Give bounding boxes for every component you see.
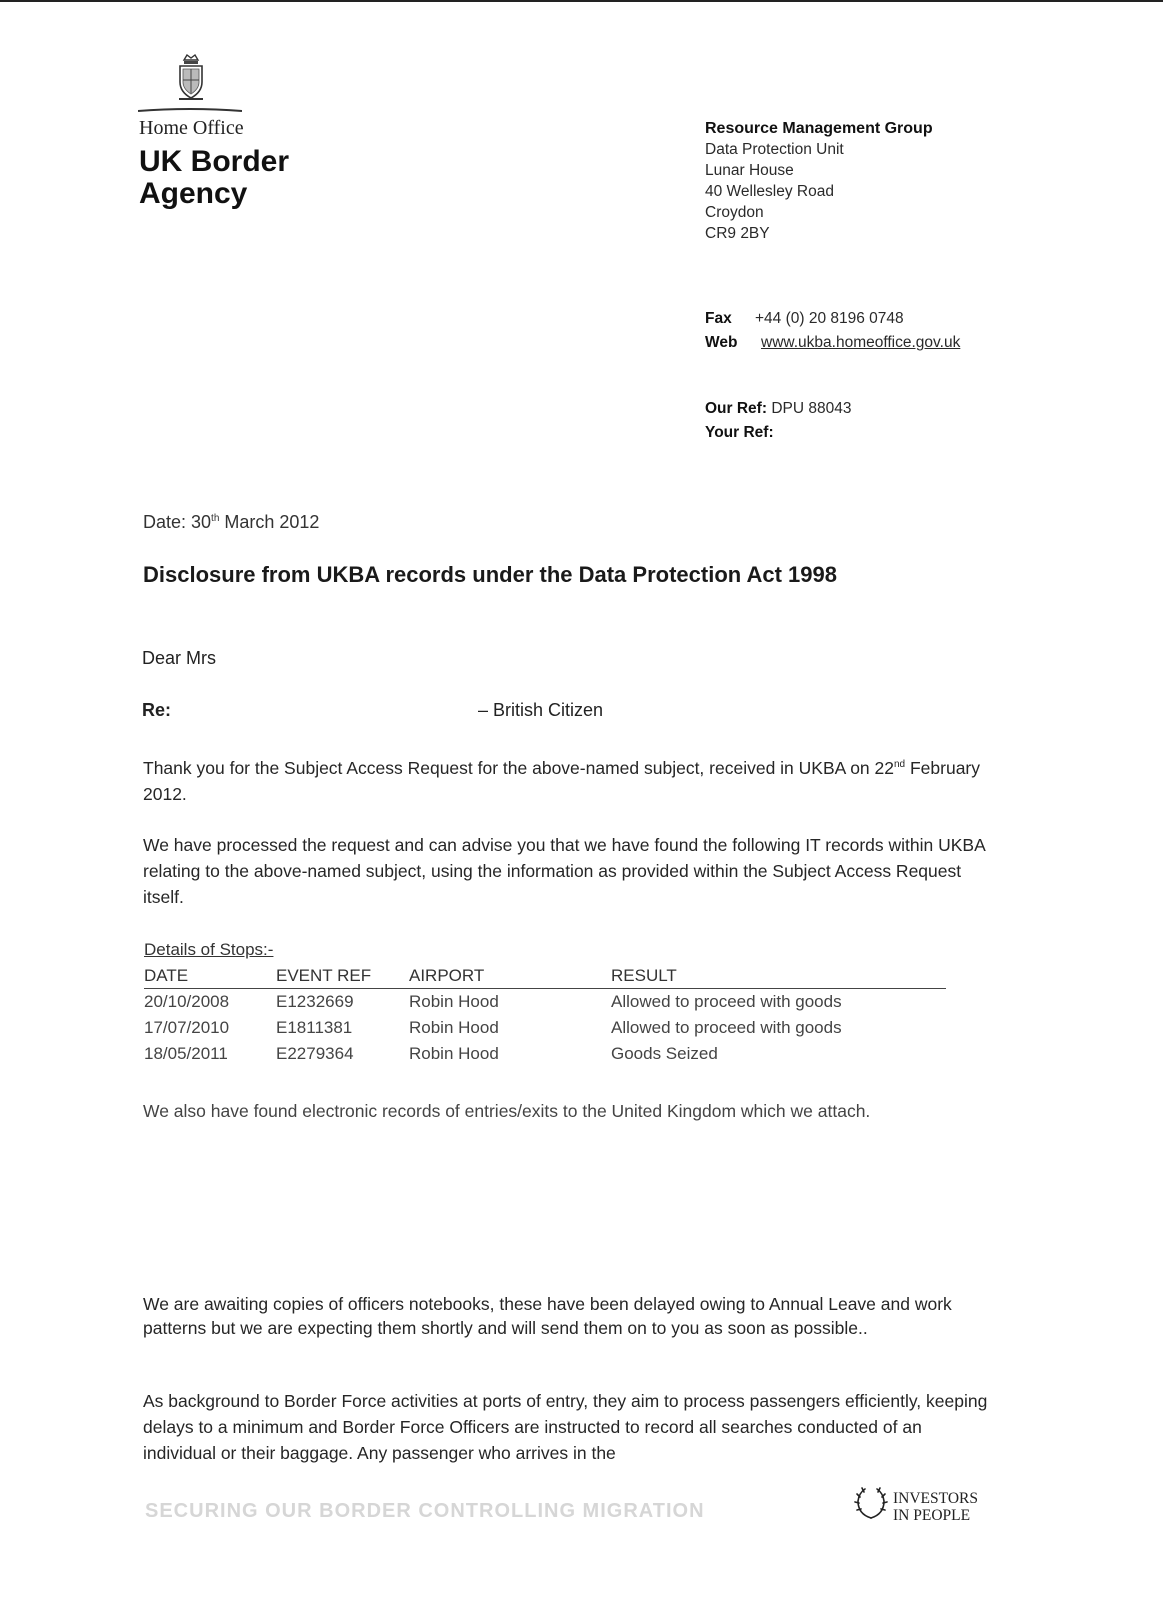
date-prefix: Date: 30 [143,512,212,532]
top-edge-rule [0,0,1163,2]
p1-text: Thank you for the Subject Access Request for the above-named subject, received in UKBA on 22 [143,757,894,778]
your-ref-row [705,421,851,445]
re-subject: – British Citizen [478,700,604,720]
department-name: Home Office [139,117,244,139]
fax-row [705,307,960,331]
cell-date: 17/07/2010 [144,1018,230,1037]
iip-line1: INVESTORS [893,1490,978,1507]
address-line: Croydon [705,204,764,221]
cell-event-ref: E1811381 [276,1018,353,1037]
agency-name-line2: Agency [139,177,248,210]
paragraph-background: As background to Border Force activities at ports of entry, they aim to process passengers efficiently, keeping delays to a minimum and Border Force Officers are instructed to record all searches conducted of an individual or their baggage. Any passenger who arrives in the [143,1391,988,1463]
references [705,397,851,445]
p1-text-end: February 2012. [143,757,981,804]
investors-in-people-laurel-icon [852,1484,890,1522]
sender-organisation: Resource Management Group [705,120,933,137]
salutation: Dear Mrs [142,648,217,668]
stops-table [144,964,946,1067]
cell-airport: Robin Hood [409,1018,499,1037]
date-suffix: March 2012 [219,512,320,532]
column-header-result: RESULT [611,964,946,989]
table-row [144,1041,946,1067]
address-line: 40 Wellesley Road [705,183,834,200]
paragraph-records-found: We have processed the request and can advise you that we have found the following IT records within UKBA relating to the above-named subject, using the information as provided within the Subject Access Request itself. [143,835,985,907]
investors-in-people-text [893,1490,978,1524]
re-label: Re: [142,700,172,720]
column-header-airport: AIRPORT [409,964,611,989]
cell-airport: Robin Hood [409,992,499,1011]
sender-address [705,118,933,244]
date-ordinal: th [211,513,220,524]
your-ref-label: Your Ref: [705,424,774,441]
contact-details [705,307,960,355]
paragraph-request-received [143,752,988,807]
our-ref-label: Our Ref: [705,400,767,417]
cell-result: Goods Seized [611,1044,718,1063]
royal-crest-icon [176,52,206,104]
footer-slogan: SECURING OUR BORDER CONTROLLING MIGRATION [145,1500,705,1522]
web-row [705,331,960,355]
paragraph-notebooks: We are awaiting copies of officers notebooks, these have been delayed owing to Annual Leave and work patterns but we are expecting them shortly and will send them on to you as soon as possible.. [143,1294,952,1338]
crest-underline-rule [138,108,242,112]
our-ref-value: DPU 88043 [771,400,852,417]
column-header-event-ref: EVENT REF [276,964,409,989]
table-header-row [144,964,946,989]
cell-result: Allowed to proceed with goods [611,1018,842,1037]
column-header-date: DATE [144,964,276,989]
cell-result: Allowed to proceed with goods [611,992,842,1011]
agency-name-line1: UK Border [139,145,290,178]
address-line: Lunar House [705,162,794,179]
iip-line2: IN PEOPLE [893,1507,971,1524]
fax-number: +44 (0) 20 8196 0748 [755,310,904,327]
web-label: Web [705,334,738,351]
cell-date: 18/05/2011 [144,1044,228,1063]
paragraph-electronic-records: We also have found electronic records of entries/exits to the United Kingdom which we attach. [143,1101,871,1121]
agency-name [139,146,289,210]
cell-airport: Robin Hood [409,1044,499,1063]
our-ref-row [705,397,851,421]
cell-event-ref: E1232669 [276,992,354,1011]
address-line: Data Protection Unit [705,141,844,158]
table-row [144,1015,946,1041]
letter-title: Disclosure from UKBA records under the Data Protection Act 1998 [143,562,837,587]
web-link[interactable]: www.ukba.homeoffice.gov.uk [761,334,961,351]
cell-date: 20/10/2008 [144,992,230,1011]
stops-heading: Details of Stops:- [144,940,274,959]
table-row [144,989,946,1016]
cell-event-ref: E2279364 [276,1044,354,1063]
address-line: CR9 2BY [705,225,770,242]
p1-ordinal: nd [894,759,906,770]
letter-date [143,512,319,533]
fax-label: Fax [705,310,732,327]
